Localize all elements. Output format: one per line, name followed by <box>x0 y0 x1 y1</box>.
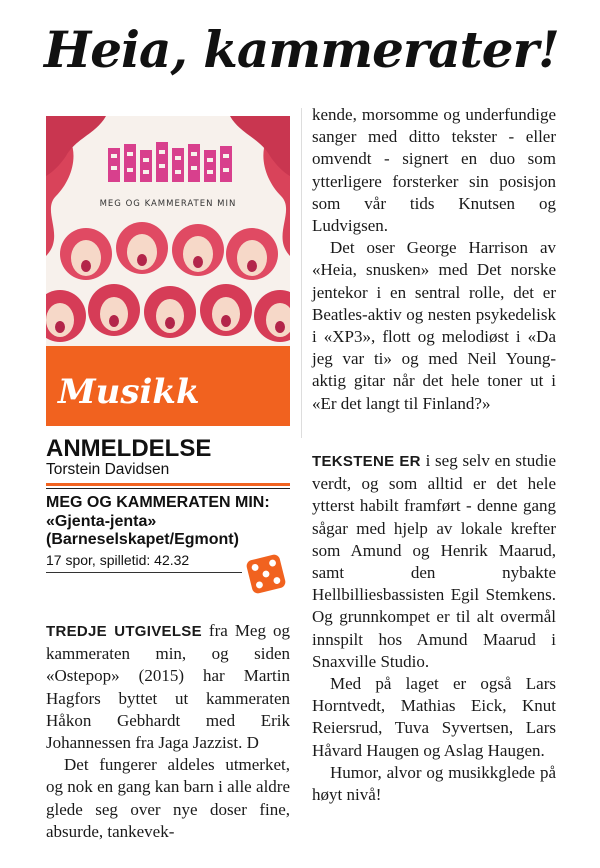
paragraph-lead: TREDJE UTGIVELSE <box>46 623 202 640</box>
album-title: MEG OG KAMMERATEN MIN: «Gjenta-jenta» (Barneselskapet/Egmont) <box>46 494 270 548</box>
album-cover-image <box>46 116 290 346</box>
paragraph-text: fra Meg og kammeraten min, og siden «Ostepop» (2015) har Martin Hagfors byttet ut kammeraten Håkon Gebhardt med Erik Johannessen fra Jaga Jazzist. D <box>46 621 290 753</box>
paragraph-text: i seg selv en studie verdt, og som alltid er det hele ytterst habilt framført - denne gang sågar med hjelp av lokale krefter som Amund og Henrik Maarud, samt den nybakte Hellbilliesbassisten Egil Stemkens. Og grunnkompet er til alt overmål innspilt hos Amund Maarud i Snaxville Studio. <box>312 451 556 671</box>
body-paragraph <box>46 620 290 754</box>
body-column-left <box>46 620 290 843</box>
section-banner <box>46 346 290 426</box>
review-author: Torstein Davidsen <box>46 461 170 478</box>
cover-lettering: MEG OG KAMMERATEN MIN <box>99 199 237 209</box>
headline: Heia, kammerater! <box>44 20 559 79</box>
paragraph-lead: TEKSTENE ER <box>312 453 421 470</box>
section-label: Musikk <box>58 372 200 412</box>
black-rule-top <box>46 488 290 489</box>
body-paragraph <box>312 450 556 673</box>
column-divider <box>301 108 302 438</box>
body-paragraph: Med på laget er også Lars Horntvedt, Mathias Eick, Knut Reiersrud, Tuva Syvertsen, Lars Håvard Haugen og Aslag Haugen. <box>312 674 556 760</box>
body-column-right-top <box>312 104 556 415</box>
album-meta: 17 spor, spilletid: 42.32 <box>46 552 190 568</box>
body-paragraph: Det fungerer aldeles utmerket, og nok en gang kan barn i alle aldre glede seg over nye doser fine, absurde, tankevek- <box>46 755 290 841</box>
orange-rule-top <box>46 483 290 486</box>
meta-rule <box>46 572 242 573</box>
review-label: ANMELDELSE <box>46 435 212 462</box>
body-paragraph: Humor, alvor og musikkglede på høyt nivå! <box>312 762 556 805</box>
dice-rating-icon <box>244 552 288 596</box>
body-paragraph: kende, morsomme og underfundige sanger med ditto tekster - eller omvendt - signert en duo som ytterligere forsterker sin posisjon som vår tids Knutsen og Ludvigsen. <box>312 105 556 236</box>
body-paragraph: Det oser George Harrison av «Heia, snusken» med Det norske jentekor i en sentral rolle, det er Beatles-aktiv og nesten psykedelisk i «XP3», flott og melodiøst i «Da jeg var ti» og med Neil Young-aktig gitar når det hele toner ut i «Er det langt til Finland?» <box>312 238 556 413</box>
body-column-right-bottom <box>312 450 556 806</box>
